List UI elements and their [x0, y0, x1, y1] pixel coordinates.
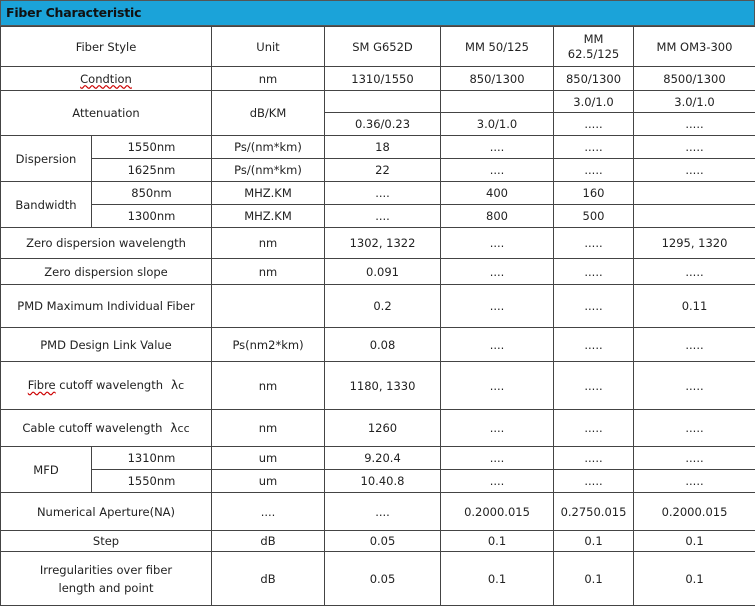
- dispersion-c1: 18: [325, 136, 441, 159]
- bandwidth-c2: 400: [441, 182, 554, 205]
- fibre-cutoff-c3: .....: [554, 362, 634, 410]
- dispersion-label: Dispersion: [1, 136, 92, 182]
- zero-disp-slope-c2: ....: [441, 259, 554, 285]
- lambda-symbol: λ: [171, 378, 178, 392]
- mfd-sub: 1310nm: [92, 447, 212, 470]
- lambda-symbol: λ: [170, 421, 177, 435]
- zero-disp-slope-label: Zero dispersion slope: [1, 259, 212, 285]
- bandwidth-row-850: [1, 182, 755, 205]
- pmd-max-unit: [212, 285, 325, 328]
- mfd-c3: .....: [554, 470, 634, 493]
- pmd-link-c2: ....: [441, 328, 554, 362]
- condition-label-text: Condtion: [80, 72, 132, 86]
- fibre-cutoff-c2: ....: [441, 362, 554, 410]
- header-unit: Unit: [212, 27, 325, 67]
- numerical-aperture-row: [1, 493, 755, 531]
- dispersion-c1: 22: [325, 159, 441, 182]
- zero-disp-slope-c1: 0.091: [325, 259, 441, 285]
- zero-disp-slope-unit: nm: [212, 259, 325, 285]
- cable-cutoff-label: [1, 410, 212, 447]
- dispersion-c4: .....: [634, 136, 755, 159]
- step-unit: dB: [212, 531, 325, 552]
- fibre-cutoff-c4: .....: [634, 362, 755, 410]
- bandwidth-sub: 850nm: [92, 182, 212, 205]
- na-label: Numerical Aperture(NA): [1, 493, 212, 531]
- header-mm-om3-300: MM OM3-300: [634, 27, 755, 67]
- dispersion-row-1625: [1, 159, 755, 182]
- dispersion-c4: .....: [634, 159, 755, 182]
- pmd-link-c3: .....: [554, 328, 634, 362]
- mfd-sub: 1550nm: [92, 470, 212, 493]
- na-c2: 0.2000.015: [441, 493, 554, 531]
- irreg-c1: 0.05: [325, 552, 441, 606]
- fibre-cutoff-c1: 1180, 1330: [325, 362, 441, 410]
- attenuation-bottom-c2: 3.0/1.0: [441, 113, 554, 136]
- attenuation-bottom-c1: 0.36/0.23: [325, 113, 441, 136]
- condition-row: [1, 67, 755, 91]
- cable-cutoff-c4: .....: [634, 410, 755, 447]
- mfd-c4: .....: [634, 447, 755, 470]
- dispersion-row-1550: [1, 136, 755, 159]
- mfd-c1: 10.40.8: [325, 470, 441, 493]
- attenuation-label: Attenuation: [1, 91, 212, 136]
- step-c3: 0.1: [554, 531, 634, 552]
- mfd-row-1550: [1, 470, 755, 493]
- bandwidth-c4: [634, 205, 755, 228]
- bandwidth-unit: MHZ.KM: [212, 182, 325, 205]
- dispersion-c3: .....: [554, 159, 634, 182]
- zero-disp-slope-c3: .....: [554, 259, 634, 285]
- condition-c4: 8500/1300: [634, 67, 755, 91]
- mfd-c3: .....: [554, 447, 634, 470]
- mfd-row-1310: [1, 447, 755, 470]
- condition-c2: 850/1300: [441, 67, 554, 91]
- pmd-max-c1: 0.2: [325, 285, 441, 328]
- cable-cutoff-row: [1, 410, 755, 447]
- cable-cutoff-c1: 1260: [325, 410, 441, 447]
- dispersion-c2: ....: [441, 136, 554, 159]
- pmd-link-c4: .....: [634, 328, 755, 362]
- mfd-unit: um: [212, 447, 325, 470]
- na-unit: ....: [212, 493, 325, 531]
- attenuation-top-c1: [325, 91, 441, 113]
- zero-disp-wl-label: Zero dispersion wavelength: [1, 228, 212, 259]
- mfd-c2: ....: [441, 447, 554, 470]
- na-c1: ....: [325, 493, 441, 531]
- step-c4: 0.1: [634, 531, 755, 552]
- lambda-subscript: c: [178, 379, 184, 392]
- pmd-link-unit: Ps(nm2*km): [212, 328, 325, 362]
- zero-disp-wl-unit: nm: [212, 228, 325, 259]
- dispersion-sub: 1550nm: [92, 136, 212, 159]
- dispersion-c2: ....: [441, 159, 554, 182]
- irreg-c4: 0.1: [634, 552, 755, 606]
- pmd-link-label: PMD Design Link Value: [1, 328, 212, 362]
- bandwidth-c1: ....: [325, 182, 441, 205]
- mfd-unit: um: [212, 470, 325, 493]
- irreg-c3: 0.1: [554, 552, 634, 606]
- zero-disp-wl-c4: 1295, 1320: [634, 228, 755, 259]
- irregularities-row: [1, 552, 755, 606]
- table-title: Fiber Characteristic: [6, 5, 141, 20]
- attenuation-bottom-c4: .....: [634, 113, 755, 136]
- pmd-max-label: PMD Maximum Individual Fiber: [1, 285, 212, 328]
- cable-cutoff-c2: ....: [441, 410, 554, 447]
- mfd-c4: .....: [634, 470, 755, 493]
- bandwidth-sub: 1300nm: [92, 205, 212, 228]
- bandwidth-label: Bandwidth: [1, 182, 92, 228]
- attenuation-top-c3: 3.0/1.0: [554, 91, 634, 113]
- step-c1: 0.05: [325, 531, 441, 552]
- zero-dispersion-wavelength-row: [1, 228, 755, 259]
- dispersion-unit: Ps/(nm*km): [212, 159, 325, 182]
- na-c4: 0.2000.015: [634, 493, 755, 531]
- header-fiber-style: Fiber Style: [1, 27, 212, 67]
- pmd-link-c1: 0.08: [325, 328, 441, 362]
- cable-cutoff-label-text: Cable cutoff wavelength: [22, 421, 162, 435]
- pmd-max-row: [1, 285, 755, 328]
- na-c3: 0.2750.015: [554, 493, 634, 531]
- zero-disp-slope-c4: .....: [634, 259, 755, 285]
- pmd-max-c2: ....: [441, 285, 554, 328]
- dispersion-c3: .....: [554, 136, 634, 159]
- attenuation-row-top: [1, 91, 755, 113]
- bandwidth-c2: 800: [441, 205, 554, 228]
- irreg-label-line1: Irregularities over fiber: [1, 561, 211, 579]
- condition-c3: 850/1300: [554, 67, 634, 91]
- fibre-word: Fibre: [28, 378, 56, 392]
- bandwidth-c1: ....: [325, 205, 441, 228]
- bandwidth-c4: [634, 182, 755, 205]
- fiber-characteristic-table: [0, 26, 755, 606]
- table-title-bar: [0, 0, 755, 26]
- fibre-cutoff-unit: nm: [212, 362, 325, 410]
- mfd-c2: ....: [441, 470, 554, 493]
- attenuation-top-c4: 3.0/1.0: [634, 91, 755, 113]
- condition-unit: nm: [212, 67, 325, 91]
- condition-label: [1, 67, 212, 91]
- zero-disp-wl-c3: .....: [554, 228, 634, 259]
- fibre-cutoff-label: [1, 362, 212, 410]
- cable-cutoff-c3: .....: [554, 410, 634, 447]
- fibre-cutoff-row: [1, 362, 755, 410]
- attenuation-bottom-c3: .....: [554, 113, 634, 136]
- header-row: [1, 27, 755, 67]
- zero-dispersion-slope-row: [1, 259, 755, 285]
- header-mm-50-125: MM 50/125: [441, 27, 554, 67]
- fibre-cutoff-label-rest: cutoff wavelength: [56, 378, 163, 392]
- attenuation-top-c2: [441, 91, 554, 113]
- irreg-c2: 0.1: [441, 552, 554, 606]
- cable-cutoff-unit: nm: [212, 410, 325, 447]
- header-sm-g652d: SM G652D: [325, 27, 441, 67]
- header-mm-62-5-125: [554, 27, 634, 67]
- dispersion-unit: Ps/(nm*km): [212, 136, 325, 159]
- header-mm-62-line2: 62.5/125: [554, 47, 633, 62]
- attenuation-unit: dB/KM: [212, 91, 325, 136]
- bandwidth-row-1300: [1, 205, 755, 228]
- condition-c1: 1310/1550: [325, 67, 441, 91]
- zero-disp-wl-c1: 1302, 1322: [325, 228, 441, 259]
- pmd-max-c4: 0.11: [634, 285, 755, 328]
- dispersion-sub: 1625nm: [92, 159, 212, 182]
- step-label: Step: [1, 531, 212, 552]
- bandwidth-c3: 500: [554, 205, 634, 228]
- irreg-label: [1, 552, 212, 606]
- irreg-unit: dB: [212, 552, 325, 606]
- pmd-max-c3: .....: [554, 285, 634, 328]
- pmd-link-row: [1, 328, 755, 362]
- step-row: [1, 531, 755, 552]
- mfd-c1: 9.20.4: [325, 447, 441, 470]
- header-mm-62-line1: MM: [554, 32, 633, 47]
- bandwidth-unit: MHZ.KM: [212, 205, 325, 228]
- step-c2: 0.1: [441, 531, 554, 552]
- irreg-label-line2: length and point: [1, 579, 211, 597]
- zero-disp-wl-c2: ....: [441, 228, 554, 259]
- mfd-label: MFD: [1, 447, 92, 493]
- lambda-subscript: cc: [178, 422, 190, 435]
- bandwidth-c3: 160: [554, 182, 634, 205]
